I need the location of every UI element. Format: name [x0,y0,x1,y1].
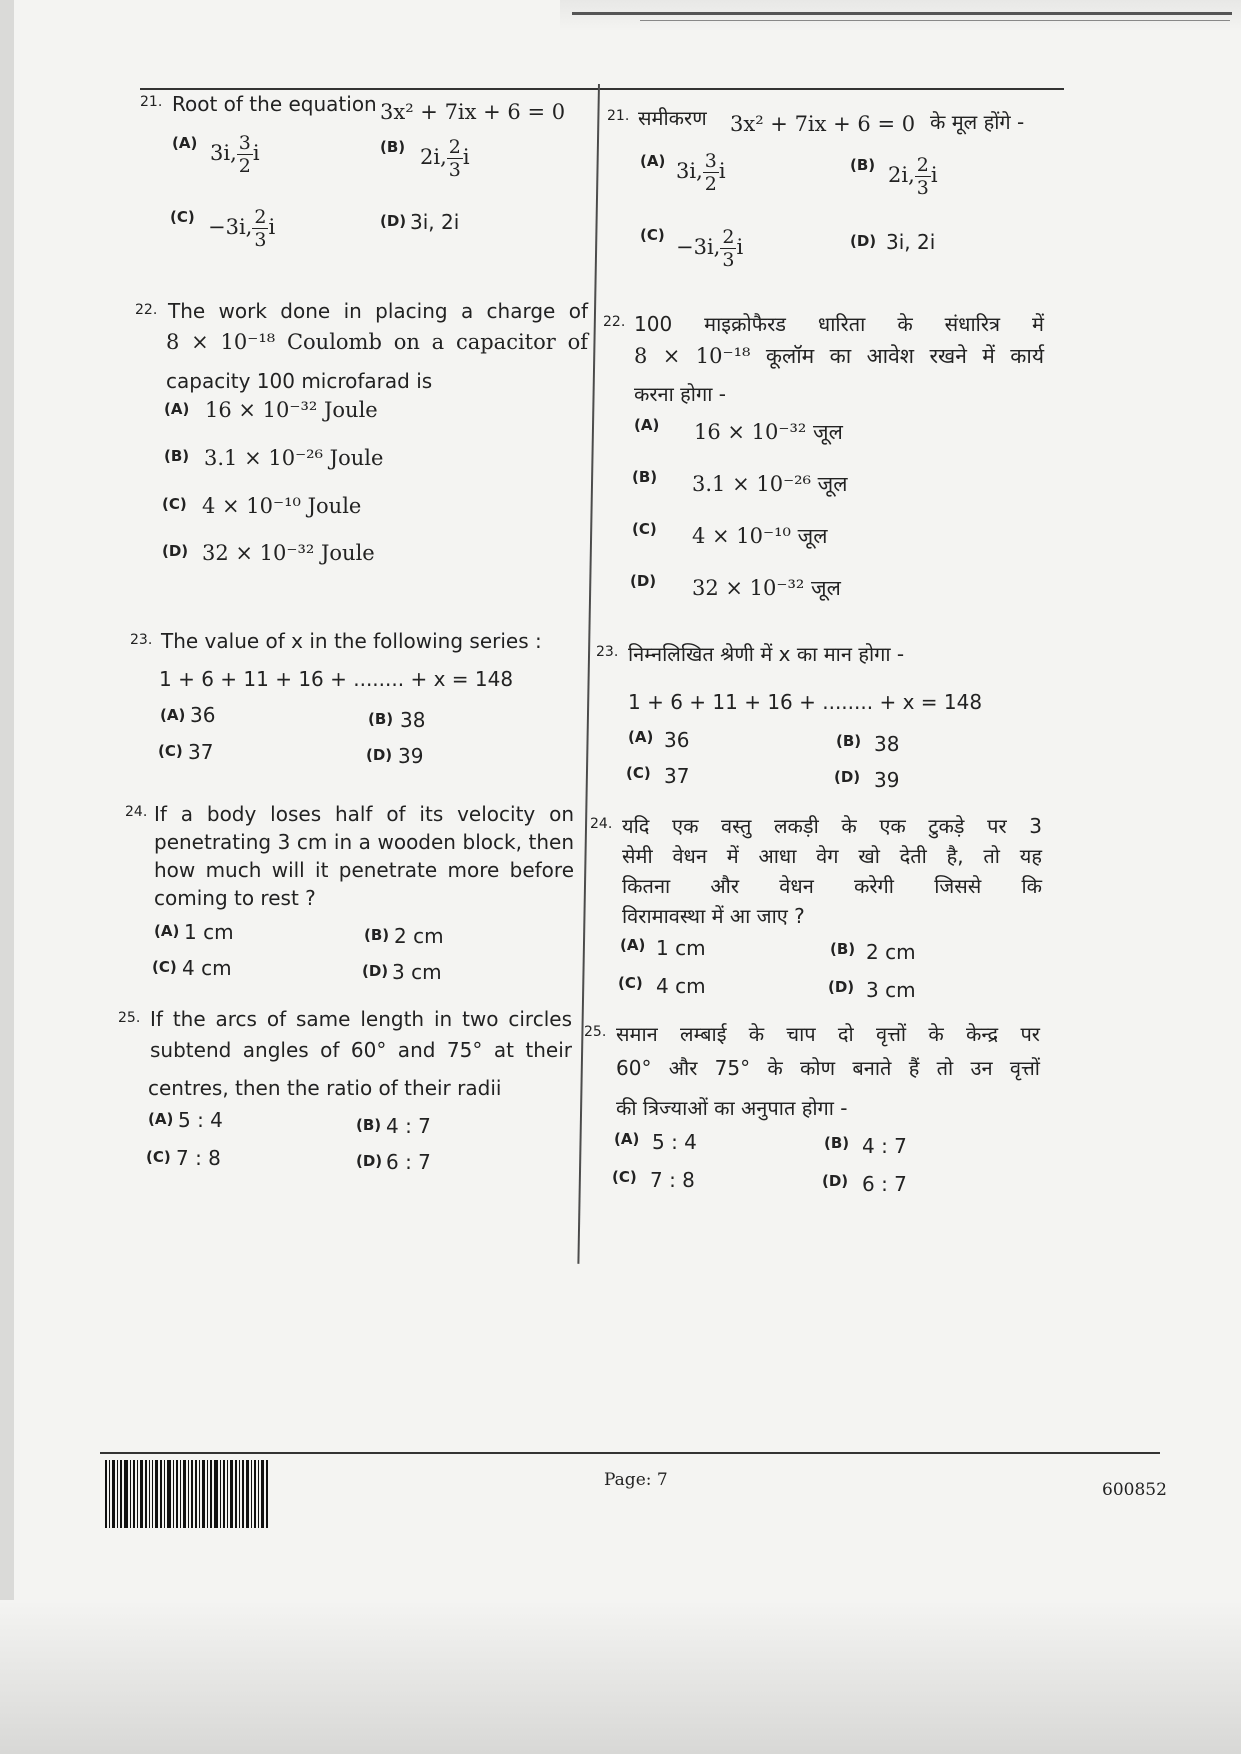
question-text: समान लम्बाई के चाप दो वृत्तों के केन्द्र पर [616,1022,1040,1046]
question-text: The value of x in the following series : [161,629,542,653]
option-label: (B) [632,468,658,486]
option-b: 38 [400,708,426,732]
option-b: 4 : 7 [862,1134,907,1158]
question-text: करना होगा - [634,382,726,406]
question-number: 25. [584,1024,607,1040]
question-text: 8 × 10⁻¹⁸ कूलॉम का आवेश रखने में कार्य [634,344,1044,368]
option-a: 1 cm [656,936,706,960]
option-b: 4 : 7 [386,1114,431,1138]
question-text: 60° और 75° के कोण बनाते हैं तो उन वृत्तों [616,1056,1040,1080]
question-text: how much will it penetrate more before [154,858,574,882]
option-label: (D) [822,1172,849,1190]
option-a: 36 [664,728,690,752]
question-text: If the arcs of same length in two circles [150,1007,572,1031]
question-text: यदि एक वस्तु लकड़ी के एक टुकड़े पर 3 [622,814,1042,838]
footer-rule [100,1452,1160,1454]
question-text: कितना और वेधन करेगी जिससे कि [622,874,1042,898]
option-label: (A) [634,416,660,434]
option-label: (A) [160,706,186,724]
option-a: 5 : 4 [178,1108,223,1132]
question-number: 22. [603,314,626,330]
question-text: समीकरण [638,106,707,130]
question-number: 23. [130,632,153,648]
option-label: (C) [626,764,651,782]
option-d: 39 [874,768,900,792]
top-rule [572,12,1232,15]
option-label: (B) [850,156,876,174]
option-label: (D) [366,746,393,764]
option-label: (A) [148,1110,174,1128]
question-number: 25. [118,1010,141,1026]
option-c: −3i, $\frac{2}{3}$ i [676,226,744,271]
option-label: (B) [836,732,862,750]
option-label: (A) [614,1130,640,1148]
option-a: 16 × 10⁻³² Joule [205,398,378,422]
option-label: (D) [380,212,407,230]
paper-code: 600852 [1102,1480,1167,1500]
option-label: (C) [618,974,643,992]
option-label: (B) [164,447,190,465]
option-label: (D) [362,962,389,980]
top-rule-secondary [640,20,1230,21]
option-label: (A) [164,400,190,418]
option-d: 32 × 10⁻³² जूल [692,576,841,600]
option-c: 4 cm [182,956,232,980]
option-label: (A) [628,728,654,746]
option-label: (B) [356,1116,382,1134]
page-number: Page: 7 [604,1470,668,1490]
option-c: 4 cm [656,974,706,998]
option-label: (C) [170,208,195,226]
question-text: विरामावस्था में आ जाए ? [622,904,805,928]
option-d: 6 : 7 [386,1150,431,1174]
option-label: (D) [356,1152,383,1170]
question-text: Root of the equation [172,92,377,116]
option-a: 36 [190,703,216,727]
option-c: 4 × 10⁻¹⁰ Joule [202,494,362,518]
option-label: (C) [612,1168,637,1186]
option-b: 3.1 × 10⁻²⁶ जूल [692,472,848,496]
option-b: 2 cm [394,924,444,948]
question-number: 21. [607,108,630,124]
option-label: (C) [640,226,665,244]
question-text: If a body loses half of its velocity on [154,802,574,826]
option-b: 2 cm [866,940,916,964]
option-c: 7 : 8 [650,1168,695,1192]
question-text: penetrating 3 cm in a wooden block, then [154,830,574,854]
option-c: 7 : 8 [176,1146,221,1170]
question-text: centres, then the ratio of their radii [148,1076,502,1100]
question-text: capacity 100 microfarad is [166,369,433,393]
option-b: 3.1 × 10⁻²⁶ Joule [204,446,384,470]
option-c: 37 [664,764,690,788]
option-a: 3i, $\frac{3}{2}$ i [210,132,260,177]
question-text: subtend angles of 60° and 75° at their [150,1038,572,1062]
option-label: (C) [146,1148,171,1166]
option-label: (B) [380,138,406,156]
option-label: (C) [158,742,183,760]
column-divider [577,84,600,1264]
option-label: (D) [630,572,657,590]
question-text: 8 × 10⁻¹⁸ Coulomb on a capacitor of [166,330,588,354]
option-label: (C) [152,958,177,976]
question-text: coming to rest ? [154,886,316,910]
option-d: 39 [398,744,424,768]
option-b: 38 [874,732,900,756]
option-label: (A) [620,936,646,954]
question-number: 22. [135,302,158,318]
option-label: (A) [172,134,198,152]
equation: 3x² + 7ix + 6 = 0 [730,112,916,136]
question-number: 21. [140,94,163,110]
question-number: 23. [596,644,619,660]
equation: 3x² + 7ix + 6 = 0 [380,100,566,124]
question-text: सेमी वेधन में आधा वेग खो देती है, तो यह [622,844,1042,868]
option-label: (D) [834,768,861,786]
question-text: 100 माइक्रोफैरड धारिता के संधारित्र में [634,312,1044,336]
scan-shade [560,0,1241,32]
option-d: 3 cm [392,960,442,984]
option-d: 3 cm [866,978,916,1002]
option-c: 37 [188,740,214,764]
option-label: (B) [824,1134,850,1152]
option-label: (A) [154,922,180,940]
scan-bottom-shade [0,1600,1241,1754]
option-d: 3i, 2i [410,210,460,234]
option-label: (A) [640,152,666,170]
option-d: 32 × 10⁻³² Joule [202,541,375,565]
scan-left-edge [0,0,14,1754]
option-c: −3i, $\frac{2}{3}$ i [208,206,276,251]
option-a: 3i, $\frac{3}{2}$ i [676,150,726,195]
option-a: 5 : 4 [652,1130,697,1154]
option-label: (B) [364,926,390,944]
option-b: 2i, $\frac{2}{3}$ i [420,136,470,181]
option-label: (B) [830,940,856,958]
question-text: के मूल होंगे - [930,110,1025,134]
option-c: 4 × 10⁻¹⁰ जूल [692,524,828,548]
option-d: 3i, 2i [886,230,936,254]
option-label: (C) [632,520,657,538]
option-b: 2i, $\frac{2}{3}$ i [888,154,938,199]
option-label: (C) [162,495,187,513]
option-label: (D) [828,978,855,996]
option-label: (B) [368,710,394,728]
option-label: (D) [162,542,189,560]
series: 1 + 6 + 11 + 16 + ........ + x = 148 [628,690,983,714]
barcode [105,1460,295,1528]
question-number: 24. [590,816,613,832]
question-text: The work done in placing a charge of [168,299,588,323]
question-text: की त्रिज्याओं का अनुपात होगा - [616,1096,848,1120]
series: 1 + 6 + 11 + 16 + ........ + x = 148 [159,667,514,691]
option-label: (D) [850,232,877,250]
question-number: 24. [125,804,148,820]
question-text: निम्नलिखित श्रेणी में x का मान होगा - [628,642,905,666]
option-a: 16 × 10⁻³² जूल [694,420,843,444]
option-a: 1 cm [184,920,234,944]
option-d: 6 : 7 [862,1172,907,1196]
